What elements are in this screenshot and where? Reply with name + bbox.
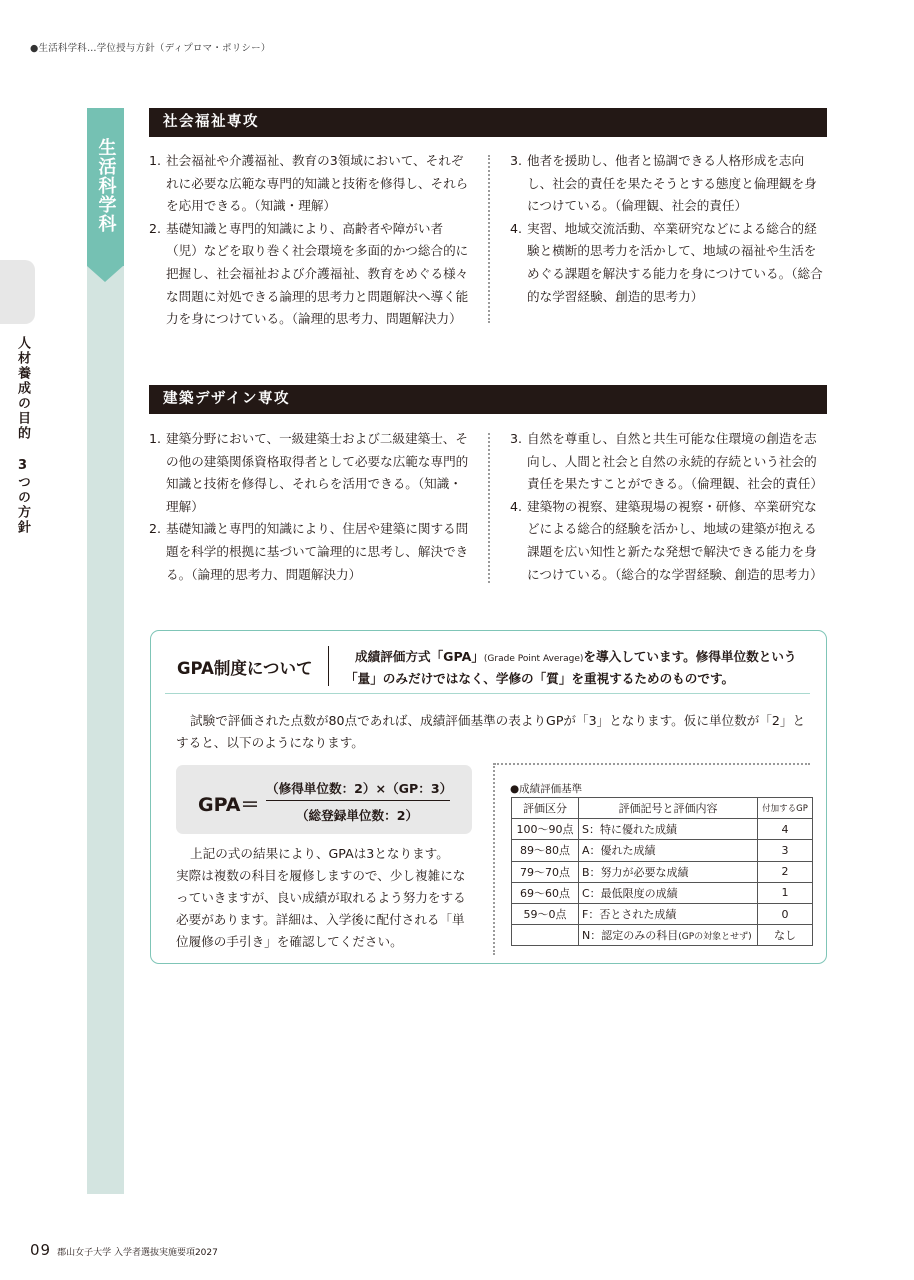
section-1-left-column bbox=[149, 150, 471, 331]
table-header: 評価記号と評価内容 bbox=[579, 798, 758, 819]
list-item: 1. 建築分野において、一級建築士および二級建築士、その他の建築関係資格取得者として必要な広範な専門的知識と技術を修得し、それらを活用できる。（知識・理解） bbox=[149, 431, 469, 514]
list-item: 1. 社会福祉や介護福祉、教育の3領域において、それぞれに必要な広範な専門的知識と技術を修得し、それらを応用できる。（知識・理解） bbox=[149, 153, 469, 214]
table-header: 評価区分 bbox=[512, 798, 579, 819]
table-header: 付加するGP bbox=[758, 798, 813, 819]
table-header-row bbox=[512, 798, 813, 819]
chapter-label: 人材養成の目的 3つの方針 bbox=[15, 336, 30, 535]
formula-numerator: （修得単位数：2）×（GP：3） bbox=[266, 781, 453, 796]
table-row: 69〜60点 C：最低限度の成績 1 bbox=[512, 882, 813, 903]
gpa-intro: 成績評価方式「GPA」(Grade Point Average)を導入しています。修得単位数という 「量」のみだけではなく、学修の「質」を重視するためのものです。 bbox=[345, 649, 797, 686]
table-divider-left bbox=[493, 763, 495, 955]
footer bbox=[30, 1241, 218, 1259]
table-row: N：認定のみの科目(GPの対象とせず) なし bbox=[512, 925, 813, 946]
list-item: 2. 基礎知識と専門的知識により、高齢者や障がい者（児）などを取り巻く社会環境を多面的かつ総合的に把握し、社会福祉および介護福祉、教育をめぐる様々な問題に対処できる論理的思考力と問題解決へ導く能力を身につけている。（論理的思考力、問題解決力） bbox=[149, 220, 469, 327]
section-title-architecture: 建築デザイン専攻 bbox=[149, 385, 827, 414]
section-2-right-column bbox=[510, 428, 828, 586]
footer-text: 郡山女子大学 入学者選抜実施要項2027 bbox=[57, 1248, 218, 1258]
section-title-social-welfare: 社会福祉専攻 bbox=[149, 108, 827, 137]
gpa-title: GPA制度について bbox=[177, 659, 313, 678]
gpa-divider bbox=[165, 693, 810, 694]
side-label: 生活科学科 bbox=[95, 138, 117, 233]
formula-lhs: GPA＝ bbox=[198, 794, 260, 816]
section-1-right-column bbox=[510, 150, 828, 308]
list-item: 4. 建築物の視察、建築現場の視察・研修、卒業研究などによる総合的経験を活かし、地域の建築が抱える課題を広い知性と新たな発想で解決できる能力を身につけている。（総合的な学習経験、創造的思考力） bbox=[510, 498, 823, 582]
list-item: 4. 実習、地域交流活動、卒業研究などによる総合的経験と横断的思考力を活かして、地域の福祉や生活をめぐる課題を解決する能力を身につけている。（総合的な学習経験、創造的思考力） bbox=[510, 220, 823, 304]
table-row: 100〜90点 S：特に優れた成績 4 bbox=[512, 819, 813, 840]
gpa-paragraph: 試験で評価された点数が80点であれば、成績評価基準の表よりGPが「3」となります。仮に単位数が「2」とすると、以下のようになります。 bbox=[176, 713, 806, 750]
table-divider-top bbox=[494, 763, 810, 765]
chapter-tab[interactable] bbox=[0, 260, 35, 324]
column-divider bbox=[488, 433, 490, 583]
grade-table-title: ●成績評価基準 bbox=[510, 783, 583, 795]
breadcrumb: ●生活科学科…学位授与方針（ディプロマ・ポリシー） bbox=[30, 43, 271, 54]
gpa-result-text: 上記の式の結果により、GPAは3となります。 実際は複数の科目を履修しますので、少し複雑になっていきますが、良い成績が取れるよう努力をする必要があります。詳細は、入学後に配付される「単位履修の手引き」を確認してください。 bbox=[176, 846, 466, 949]
grade-table bbox=[511, 797, 813, 946]
table-row: 59〜0点 F：否とされた成績 0 bbox=[512, 903, 813, 924]
formula-denominator: （総登録単位数：2） bbox=[295, 808, 419, 823]
gpa-title-divider bbox=[328, 646, 329, 686]
section-2-left-column bbox=[149, 428, 471, 586]
page-number: 09 bbox=[30, 1241, 52, 1259]
list-item: 3. 自然を尊重し、自然と共生可能な住環境の創造を志向し、人間と社会と自然の永続的存続という社会的責任を果たすことができる。（倫理観、社会的責任） bbox=[510, 431, 823, 492]
list-item: 2. 基礎知識と専門的知識により、住居や建築に関する問題を科学的根拠に基づいて論理的に思考し、解決できる。（論理的思考力、問題解決力） bbox=[149, 521, 469, 582]
list-item: 3. 他者を援助し、他者と協調できる人格形成を志向し、社会的責任を果たそうとする態度と倫理観を身につけている。（倫理観、社会的責任） bbox=[510, 153, 817, 214]
table-row: 89〜80点 A：優れた成績 3 bbox=[512, 840, 813, 861]
table-row: 79〜70点 B：努力が必要な成績 2 bbox=[512, 861, 813, 882]
formula-fraction-bar bbox=[266, 800, 450, 801]
side-label-arrow bbox=[87, 266, 123, 282]
column-divider bbox=[488, 155, 490, 323]
